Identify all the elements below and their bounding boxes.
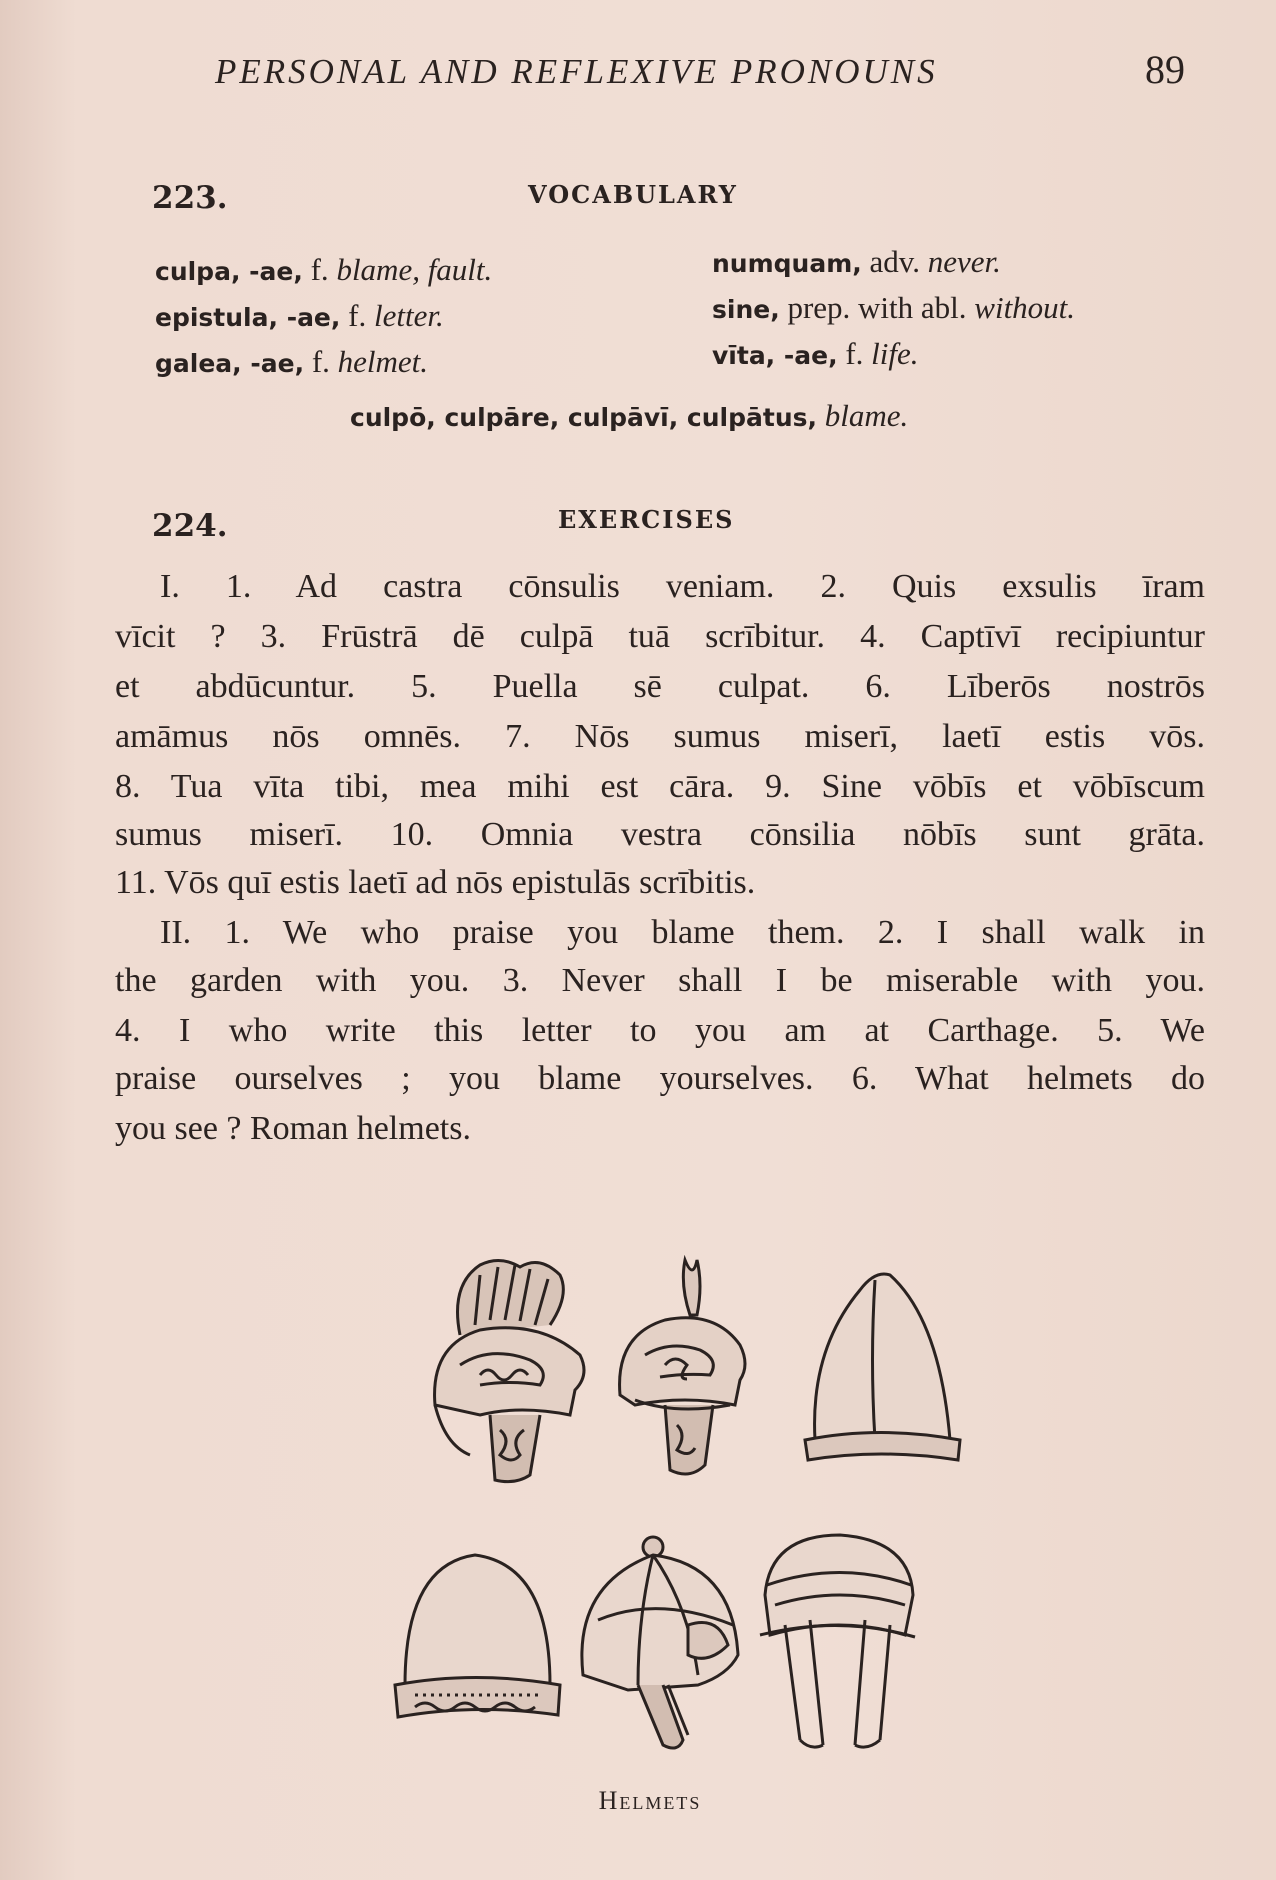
exercise-line: 4. I who write this letter to you am at Carthage. 5. We [115, 1012, 1205, 1049]
vocab-entry-culpo: culpō, culpāre, culpāvī, culpātus, blame. [350, 398, 909, 433]
exercise-line: 11. Vōs quī estis laetī ad nōs epistulās scrībitis. [115, 864, 756, 901]
legionary-helmet [755, 1525, 920, 1755]
exercise-line: 8. Tua vīta tibi, mea mihi est cāra. 9. Sine vōbīs et vōbīscum [115, 768, 1205, 805]
exercise-line: you see ? Roman helmets. [115, 1110, 471, 1147]
vocabulary-section-number: 223. [152, 180, 228, 216]
pointed-cap-helmet [800, 1260, 965, 1475]
round-cap-helmet [390, 1545, 565, 1735]
exercise-line: the garden with you. 3. Never shall I be miserable with you. [115, 962, 1205, 999]
vocab-entry-numquam: numquam, adv. never. [712, 244, 1001, 279]
running-head: PERSONAL AND REFLEXIVE PRONOUNS [215, 52, 938, 91]
exercise-line: et abdūcuntur. 5. Puella sē culpat. 6. Līberōs nostrōs [115, 668, 1205, 705]
vocab-entry-culpa: culpa, -ae, f. blame, fault. [155, 252, 493, 287]
figure-caption: Helmets [598, 1786, 702, 1815]
plumed-helmet [605, 1255, 755, 1495]
vocab-entry-vita: vīta, -ae, f. life. [712, 336, 919, 371]
vocab-entry-galea: galea, -ae, f. helmet. [155, 344, 429, 379]
exercise-line: vīcit ? 3. Frūstrā dē culpā tuā scrībitur. 4. Captīvī recipiuntur [115, 618, 1205, 655]
exercise-line: amāmus nōs omnēs. 7. Nōs sumus miserī, laetī estis vōs. [115, 718, 1205, 755]
exercise-line: II. 1. We who praise you blame them. 2. I shall walk in [160, 914, 1205, 951]
exercise-line: praise ourselves ; you blame yourselves. 6. What helmets do [115, 1060, 1205, 1097]
vocab-entry-sine: sine, prep. with abl. without. [712, 290, 1076, 325]
crested-helmet [420, 1255, 595, 1495]
vocab-entry-epistula: epistula, -ae, f. letter. [155, 298, 444, 333]
vocabulary-heading: VOCABULARY [528, 180, 738, 209]
exercise-line: I. 1. Ad castra cōnsulis veniam. 2. Quis exsulis īram [160, 568, 1205, 605]
exercise-line: sumus miserī. 10. Omnia vestra cōnsilia nōbīs sunt grāta. [115, 816, 1205, 853]
cheek-guard-helmet [568, 1525, 748, 1755]
exercises-heading: EXERCISES [558, 505, 735, 534]
exercises-section-number: 224. [152, 508, 228, 544]
page-number: 89 [1145, 47, 1185, 92]
